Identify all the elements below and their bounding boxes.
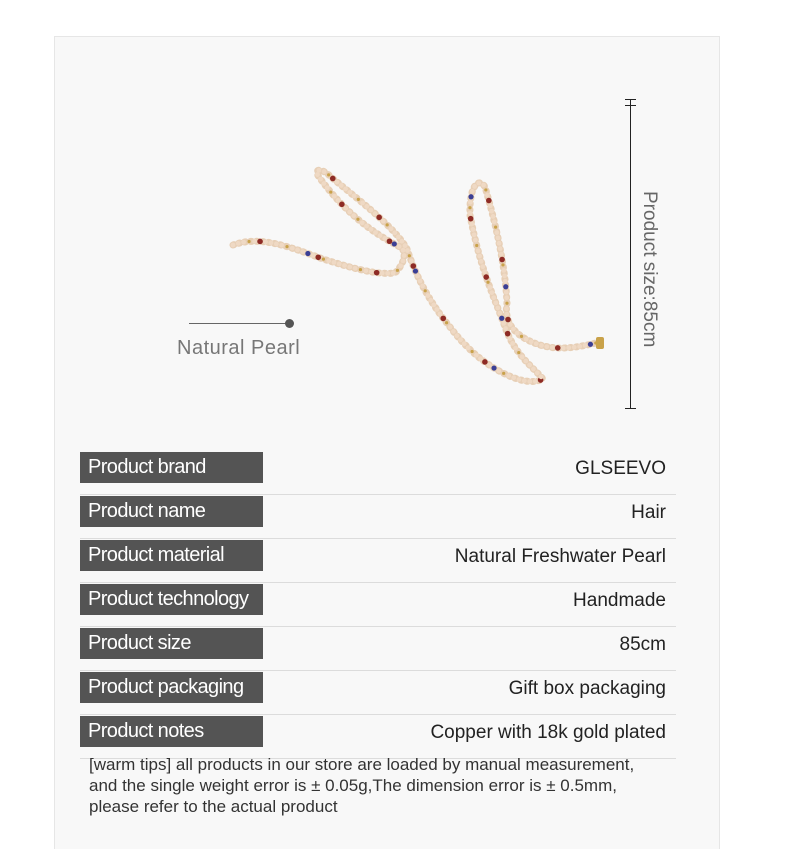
pearl-bead: [501, 321, 506, 326]
pearl-bead: [489, 290, 494, 295]
pearl-bead: [415, 274, 420, 279]
gold-bead: [329, 190, 332, 193]
pearl-callout-line: [189, 323, 289, 324]
pearl-bead: [347, 190, 352, 195]
red-bead: [482, 359, 488, 365]
gold-bead: [285, 245, 288, 248]
pearl-bead: [403, 243, 408, 248]
pearl-bead: [364, 224, 369, 229]
pearl-bead: [469, 222, 474, 227]
gold-bead: [475, 244, 478, 247]
pearl-callout-dot: [285, 319, 294, 328]
pearl-bead: [438, 312, 443, 317]
pearl-bead: [369, 208, 374, 213]
pearl-bead: [418, 279, 423, 284]
gold-bead: [322, 258, 325, 261]
pearl-bead: [353, 266, 358, 271]
pearl-bead: [274, 241, 279, 246]
spec-row-notes: [80, 715, 676, 759]
pearl-bead: [524, 337, 529, 342]
pearl-bead: [468, 200, 473, 205]
gold-bead: [357, 198, 360, 201]
pearl-bead: [534, 341, 539, 346]
pearl-bead: [508, 336, 513, 341]
pearl-bead: [497, 311, 502, 316]
pearl-bead: [492, 219, 497, 224]
size-ruler-bottom-cap: [625, 408, 636, 409]
pearl-bead: [527, 363, 532, 368]
spec-label: Product packaging: [80, 672, 263, 703]
gold-bead: [494, 226, 497, 229]
pearl-bead: [494, 230, 499, 235]
red-bead: [555, 345, 561, 351]
pearl-bead: [493, 300, 498, 305]
spec-label: Product name: [80, 496, 263, 527]
pearl-bead: [360, 220, 365, 225]
pearl-bead: [342, 263, 347, 268]
pearl-bead: [476, 181, 481, 186]
pearl-bead: [454, 333, 459, 338]
pearl-bead: [360, 200, 365, 205]
pearl-bead: [351, 213, 356, 218]
blue-bead: [468, 194, 473, 199]
pearl-bead: [471, 227, 476, 232]
pearl-bead: [325, 185, 330, 190]
red-bead: [410, 263, 416, 269]
pearl-bead: [533, 379, 538, 384]
pearl-bead: [496, 235, 501, 240]
pearl-bead: [369, 269, 374, 274]
pearl-bead: [517, 377, 522, 382]
pearl-bead: [322, 169, 327, 174]
pearl-bead: [561, 346, 566, 351]
red-bead: [486, 198, 492, 204]
spec-value: Handmade: [573, 590, 666, 611]
pearl-bead: [491, 295, 496, 300]
red-bead: [374, 270, 380, 276]
spec-label: Product brand: [80, 452, 263, 483]
pearl-bead: [511, 375, 516, 380]
pearl-bead: [263, 240, 268, 245]
pearl-bead: [482, 269, 487, 274]
pearl-bead: [420, 284, 425, 289]
red-bead: [499, 257, 505, 263]
pearl-bead: [426, 293, 431, 298]
pearl-bead: [336, 198, 341, 203]
red-bead: [376, 215, 382, 221]
pearl-bead: [479, 259, 484, 264]
spec-value: Copper with 18k gold plated: [430, 722, 666, 743]
pearl-bead: [550, 345, 555, 350]
pearl-bead: [503, 326, 508, 331]
size-ruler-label: Product size:85cm: [639, 191, 660, 348]
pearl-bead: [434, 307, 439, 312]
pearl-bead: [491, 214, 496, 219]
spec-row-material: [80, 539, 676, 583]
blue-bead: [499, 316, 504, 321]
blue-bead: [503, 284, 508, 289]
pearl-bead: [231, 243, 236, 248]
spec-row-size: [80, 627, 676, 671]
pearl-bead: [488, 203, 493, 208]
pearl-bead: [510, 341, 515, 346]
gold-bead: [471, 350, 474, 353]
pearl-bead: [499, 252, 504, 257]
pearl-bead: [321, 181, 326, 186]
red-bead: [505, 331, 511, 337]
pearl-bead: [522, 378, 527, 383]
spec-row-technology: [80, 583, 676, 627]
blue-bead: [392, 241, 397, 246]
pearl-bead: [347, 210, 352, 215]
pearl-bead: [339, 183, 344, 188]
pearl-bead: [531, 367, 536, 372]
pearl-bead: [252, 239, 257, 244]
red-bead: [330, 176, 336, 182]
gold-bead: [445, 321, 448, 324]
pearl-bead: [300, 249, 305, 254]
pearl-bead: [502, 273, 507, 278]
gold-bead: [356, 218, 359, 221]
pearl-callout-label: Natural Pearl: [177, 337, 301, 359]
pearl-bead: [472, 184, 477, 189]
pearl-bead: [396, 235, 401, 240]
red-bead: [468, 216, 474, 222]
pearl-bead: [476, 248, 481, 253]
gold-bead: [502, 372, 505, 375]
spec-value: 85cm: [619, 634, 666, 655]
red-bead: [257, 239, 263, 245]
red-bead: [315, 254, 321, 260]
gold-bead: [408, 254, 411, 257]
pearl-bead: [402, 253, 407, 258]
pearl-bead: [495, 306, 500, 311]
product-image: [55, 37, 719, 437]
spec-label: Product material: [80, 540, 263, 571]
gold-bead: [484, 188, 487, 191]
pearl-bead: [539, 374, 544, 379]
pearl-bead: [401, 248, 406, 253]
gold-bead: [517, 351, 520, 354]
spec-value: Hair: [631, 502, 666, 523]
pearl-bead: [481, 183, 486, 188]
pearl-bead: [290, 246, 295, 251]
pearl-bead: [489, 209, 494, 214]
spec-row-brand: [80, 451, 676, 495]
pearl-bead: [373, 230, 378, 235]
pearl-bead: [473, 238, 478, 243]
red-bead: [339, 202, 345, 208]
pearl-bead: [373, 211, 378, 216]
pearl-bead: [523, 359, 528, 364]
gold-bead: [424, 289, 427, 292]
pearl-bead: [539, 343, 544, 348]
spec-label: Product technology: [80, 584, 263, 615]
pearl-bead: [544, 344, 549, 349]
warm-tips-line: and the single weight error is ± 0.05g,The dimension error is ± 0.5mm,: [89, 776, 617, 795]
pearl-bead: [480, 264, 485, 269]
pearl-bead: [380, 271, 385, 276]
gold-bead: [486, 281, 489, 284]
red-bead: [387, 238, 393, 244]
pearl-bead: [468, 211, 473, 216]
pearl-bead: [472, 232, 477, 237]
pearl-bead: [572, 345, 577, 350]
pearl-bead: [401, 259, 406, 264]
gold-bead: [505, 302, 508, 305]
pearl-bead: [470, 189, 475, 194]
pearl-bead: [364, 204, 369, 209]
spec-table: [80, 451, 676, 759]
gold-bead: [501, 263, 504, 266]
spec-row-name: [80, 495, 676, 539]
pearl-bead: [279, 243, 284, 248]
pearl-bead: [501, 268, 506, 273]
pearl-bead: [504, 295, 509, 300]
pearl-bead: [337, 262, 342, 267]
pearl-bead: [382, 236, 387, 241]
spec-value: Natural Freshwater Pearl: [454, 546, 666, 567]
pearl-bead: [504, 306, 509, 311]
pearl-bead: [511, 327, 516, 332]
pearl-bead: [508, 322, 513, 327]
pearl-bead: [392, 230, 397, 235]
spec-value: GLSEEVO: [575, 458, 666, 479]
pearl-bead: [343, 206, 348, 211]
pearl-bead: [529, 339, 534, 344]
pearl-bead: [241, 240, 246, 245]
size-ruler: [630, 99, 631, 409]
pearl-bead: [577, 344, 582, 349]
pearl-bead: [448, 325, 453, 330]
pearl-bead: [504, 290, 509, 295]
red-bead: [483, 274, 489, 280]
pearl-bead: [428, 298, 433, 303]
pearl-chain-illustration: [55, 37, 719, 437]
gold-bead: [247, 240, 250, 243]
pearl-bead: [466, 345, 471, 350]
blue-bead: [588, 342, 593, 347]
pearl-bead: [398, 263, 403, 268]
blue-bead: [305, 251, 310, 256]
warm-tips-line: please refer to the actual product: [89, 797, 338, 816]
pearl-bead: [498, 246, 503, 251]
pearl-bead: [506, 373, 511, 378]
pearl-bead: [399, 239, 404, 244]
pearl-bead: [527, 379, 532, 384]
pearl-bead: [451, 329, 456, 334]
pearl-bead: [409, 259, 414, 264]
pearl-bead: [317, 168, 322, 173]
gold-bead: [359, 268, 362, 271]
product-card: [54, 36, 720, 849]
pearl-bead: [369, 227, 374, 232]
pearl-bead: [405, 248, 410, 253]
pearl-bead: [352, 193, 357, 198]
spec-label: Product notes: [80, 716, 263, 747]
pearl-bead: [515, 331, 520, 336]
gold-bead: [327, 173, 330, 176]
pearl-bead: [381, 219, 386, 224]
pearl-bead: [566, 345, 571, 350]
warm-tips: [89, 754, 689, 817]
pearl-bead: [583, 343, 588, 348]
pearl-bead: [378, 233, 383, 238]
pearl-bead: [485, 193, 490, 198]
pearl-bead: [269, 240, 274, 245]
pearl-bead: [496, 368, 501, 373]
gold-bead: [520, 335, 523, 338]
gold-bead: [386, 223, 389, 226]
pearl-bead: [397, 244, 402, 249]
gold-clasp: [596, 337, 604, 349]
warm-tips-line: [warm tips] all products in our store are loaded by manual measurement,: [89, 755, 635, 774]
pearl-bead: [391, 271, 396, 276]
pearl-bead: [504, 312, 509, 317]
blue-bead: [413, 268, 418, 273]
pearl-bead: [478, 356, 483, 361]
pearl-bead: [520, 354, 525, 359]
pearl-bead: [318, 177, 323, 182]
pearl-bead: [335, 180, 340, 185]
pearl-bead: [311, 253, 316, 258]
pearl-bead: [462, 341, 467, 346]
spec-label: Product size: [80, 628, 263, 659]
pearl-bead: [474, 353, 479, 358]
pearl-bead: [236, 241, 241, 246]
pearl-bead: [347, 265, 352, 270]
pearl-bead: [332, 260, 337, 265]
gold-bead: [396, 269, 399, 272]
pearl-bead: [535, 370, 540, 375]
pearl-bead: [503, 279, 508, 284]
pearl-bead: [315, 172, 320, 177]
blue-bead: [491, 365, 496, 370]
pearl-bead: [385, 271, 390, 276]
pearl-bead: [343, 187, 348, 192]
pearl-bead: [389, 226, 394, 231]
spec-value: Gift box packaging: [508, 678, 666, 699]
pearl-bead: [487, 363, 492, 368]
red-bead: [505, 317, 511, 323]
pearl-bead: [363, 268, 368, 273]
pearl-bead: [497, 241, 502, 246]
pearl-bead: [477, 254, 482, 259]
pearl-bead: [431, 303, 436, 308]
spec-row-packaging: [80, 671, 676, 715]
pearl-bead: [458, 337, 463, 342]
pearl-bead: [513, 346, 518, 351]
red-bead: [440, 316, 446, 322]
pearl-bead: [332, 194, 337, 199]
gold-bead: [468, 206, 471, 209]
pearl-bead: [326, 258, 331, 263]
pearl-bead: [488, 285, 493, 290]
pearl-bead: [295, 248, 300, 253]
